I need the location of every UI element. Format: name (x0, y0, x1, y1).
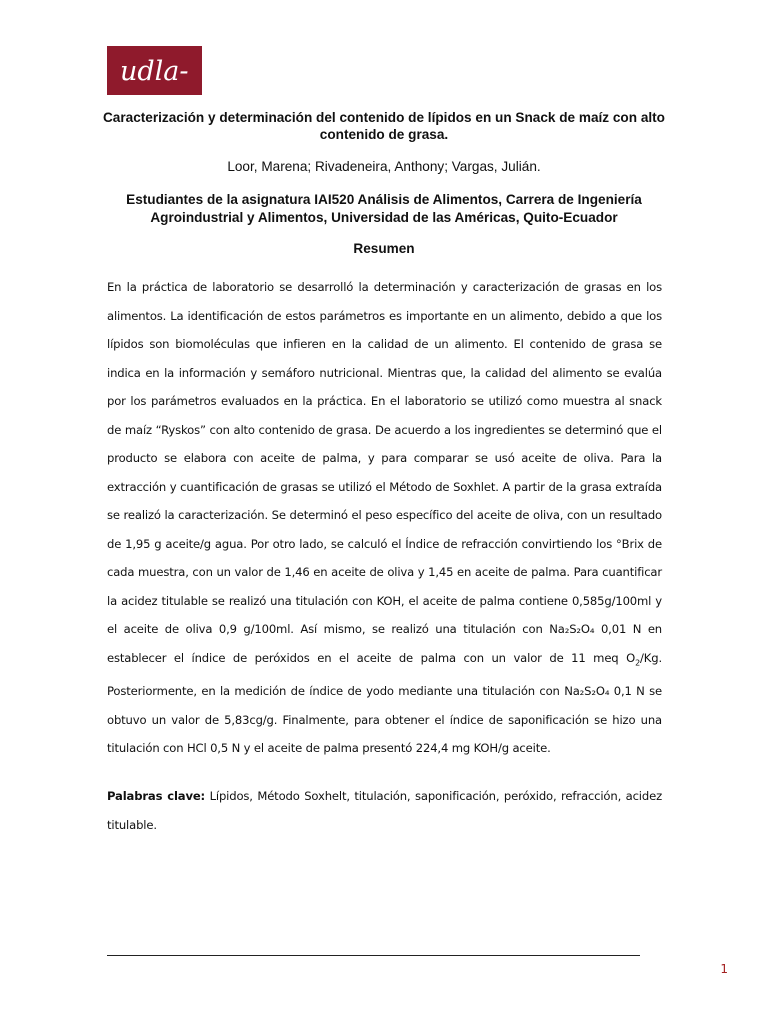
abstract-text-part-3: /Kg. Posteriormente, en la medición de índice de yodo mediante una titulación con (107, 650, 662, 699)
abstract-text-part-1: En la práctica de laboratorio se desarrolló la determinación y caracterización de grasas en los alimentos. La identificación de estos parámetros es importante en un alimento, debido a que los lípidos son biomoléculas que infieren en la calidad de un alimento. El contenido de grasa se indica en la información y semáforo nutricional. Mientras que, la calidad del alimento se evalúa por los parámetros evaluados en la práctica. En el laboratorio se utilizó como muestra al snack de maíz “Ryskos” con alto contenido de grasa. De acuerdo a los ingredientes se determinó que el producto se elabora con aceite de palma, y para comparar se usó aceite de oliva. Para la extracción y cuantificación de grasas se utilizó el Método de Soxhlet. A partir de la grasa extraída se realizó la caracterización. Se determinó el peso específico del aceite de oliva, con un resultado de 1,95 g aceite/g agua. Por otro lado, se calculó el Índice de refracción convirtiendo los °Brix de cada muestra, con un valor de 1,46 en aceite de oliva y 1,45 en aceite de palma. Para cuantificar la acidez titulable se realizó una titulación con KOH, el aceite de palma contiene 0,585g/100ml y el aceite de oliva 0,9 g/100ml. Así mismo, se realizó una titulación con (107, 280, 662, 636)
keywords-label: Palabras clave: (107, 789, 206, 803)
paper-authors: Loor, Marena; Rivadeneira, Anthony; Vargas, Julián. (227, 159, 541, 174)
abstract-subscript-o2: 2 (635, 657, 641, 667)
section-heading-resumen: Resumen (353, 241, 415, 256)
page-number: 1 (720, 962, 728, 976)
udla-logo (107, 46, 202, 95)
abstract-formula-1: Na₂S₂O₄ (549, 622, 595, 636)
abstract-text-part-2: 0,01 N en establecer el índice de peróxidos en el aceite de palma con un valor de 11 meq O (107, 622, 662, 665)
abstract-paragraph (107, 273, 662, 763)
udla-logo-text: udla- (120, 56, 189, 87)
abstract-formula-2: Na₂S₂O₄ (564, 684, 610, 699)
keywords-text: Lípidos, Método Soxhelt, titulación, saponificación, peróxido, refracción, acidez titulable. (107, 789, 663, 832)
udla-logo-mark (107, 46, 202, 95)
author-affiliation: Estudiantes de la asignatura IAI520 Análisis de Alimentos, Carrera de Ingeniería Agroindustrial y Alimentos, Universidad de las Américas, Quito-Ecuador (126, 192, 642, 225)
keywords-paragraph (107, 782, 662, 839)
paper-title: Caracterización y determinación del contenido de lípidos en un Snack de maíz con alto contenido de grasa. (102, 110, 665, 142)
footer-divider (107, 955, 640, 956)
abstract-text-part-4: 0,1 N se obtuvo un valor de 5,83cg/g. Finalmente, para obtener el índice de saponificación se hizo una titulación con HCl 0,5 N y el aceite de palma presentó 224,4 mg KOH/g aceite. (107, 684, 662, 756)
